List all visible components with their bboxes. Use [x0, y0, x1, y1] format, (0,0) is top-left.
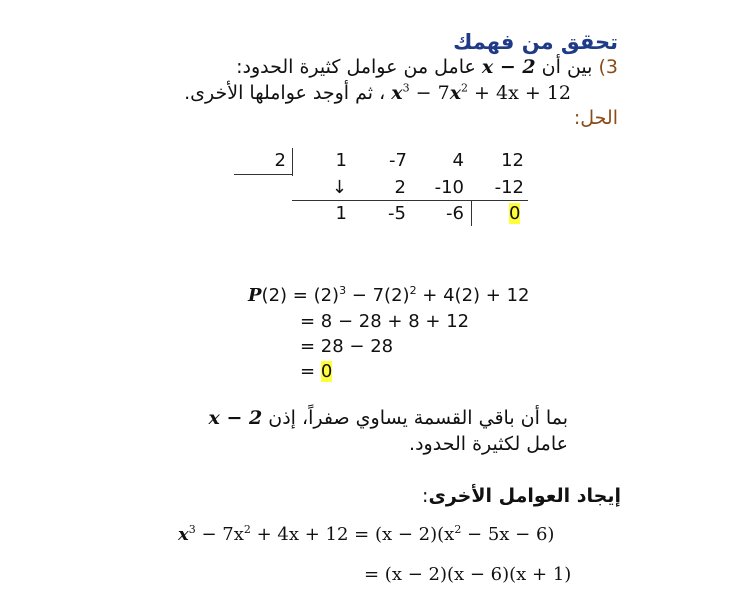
down-arrow-icon: ↓	[331, 177, 347, 198]
synthetic-divisor: 2	[274, 150, 286, 171]
row3-value-2: -5	[388, 203, 406, 224]
conclusion-factor: x − 2	[208, 407, 263, 429]
row3-value-1: 1	[335, 203, 347, 224]
divisor-underline	[234, 174, 292, 175]
evaluation-line-3: = 28 − 28	[300, 336, 394, 357]
row2-value-3: -12	[494, 177, 524, 198]
factor-equation-1: $x^3 - 7x^2 + 4x + 12 = (x - 2)(x^2 - 5x - 6)$	[178, 523, 555, 545]
evaluation-line-2: = 8 − 28 + 8 + 12	[300, 311, 470, 332]
question-line-2	[184, 82, 571, 104]
question-number: 3)	[598, 56, 618, 78]
question-text-b: عامل من عوامل كثيرة الحدود:	[236, 56, 476, 78]
evaluation-line-4: = 0	[300, 361, 333, 382]
question-factor: x − 2	[481, 56, 536, 78]
other-factors-heading: إيجاد العوامل الأخرى:	[422, 485, 621, 507]
conclusion-line-2: عامل لكثيرة الحدود.	[409, 433, 568, 455]
divisor-vertical-line	[292, 148, 293, 176]
row2-value-1: 2	[394, 177, 406, 198]
row3-value-3: -6	[446, 203, 464, 224]
remainder-value: 0	[509, 203, 521, 224]
question-line-1	[236, 56, 618, 78]
question-polynomial: $x^3 - 7x^2 + 4x + 12$	[391, 81, 571, 104]
question-text-c: ، ثم أوجد عواملها الأخرى.	[184, 82, 386, 104]
solution-label: الحل:	[573, 107, 618, 129]
row1-coef-3: 4	[452, 150, 464, 171]
sum-line	[292, 200, 528, 201]
remainder-separator	[471, 200, 472, 226]
row2-value-2: -10	[434, 177, 464, 198]
row1-coef-1: 1	[335, 150, 347, 171]
factor-equation-2: = (x − 2)(x − 6)(x + 1)	[364, 564, 572, 585]
evaluation-line-1: $P(2) = (2)^3 - 7(2)^2 + 4(2) + 12$	[248, 284, 530, 306]
row1-coef-4: 12	[501, 150, 524, 171]
conclusion-line-1: بما أن باقي القسمة يساوي صفراً، إذن x − 2	[208, 407, 568, 429]
question-text-a: بين أن	[541, 56, 593, 78]
row1-coef-2: -7	[389, 150, 407, 171]
page-title: تحقق من فهمك	[453, 30, 618, 54]
